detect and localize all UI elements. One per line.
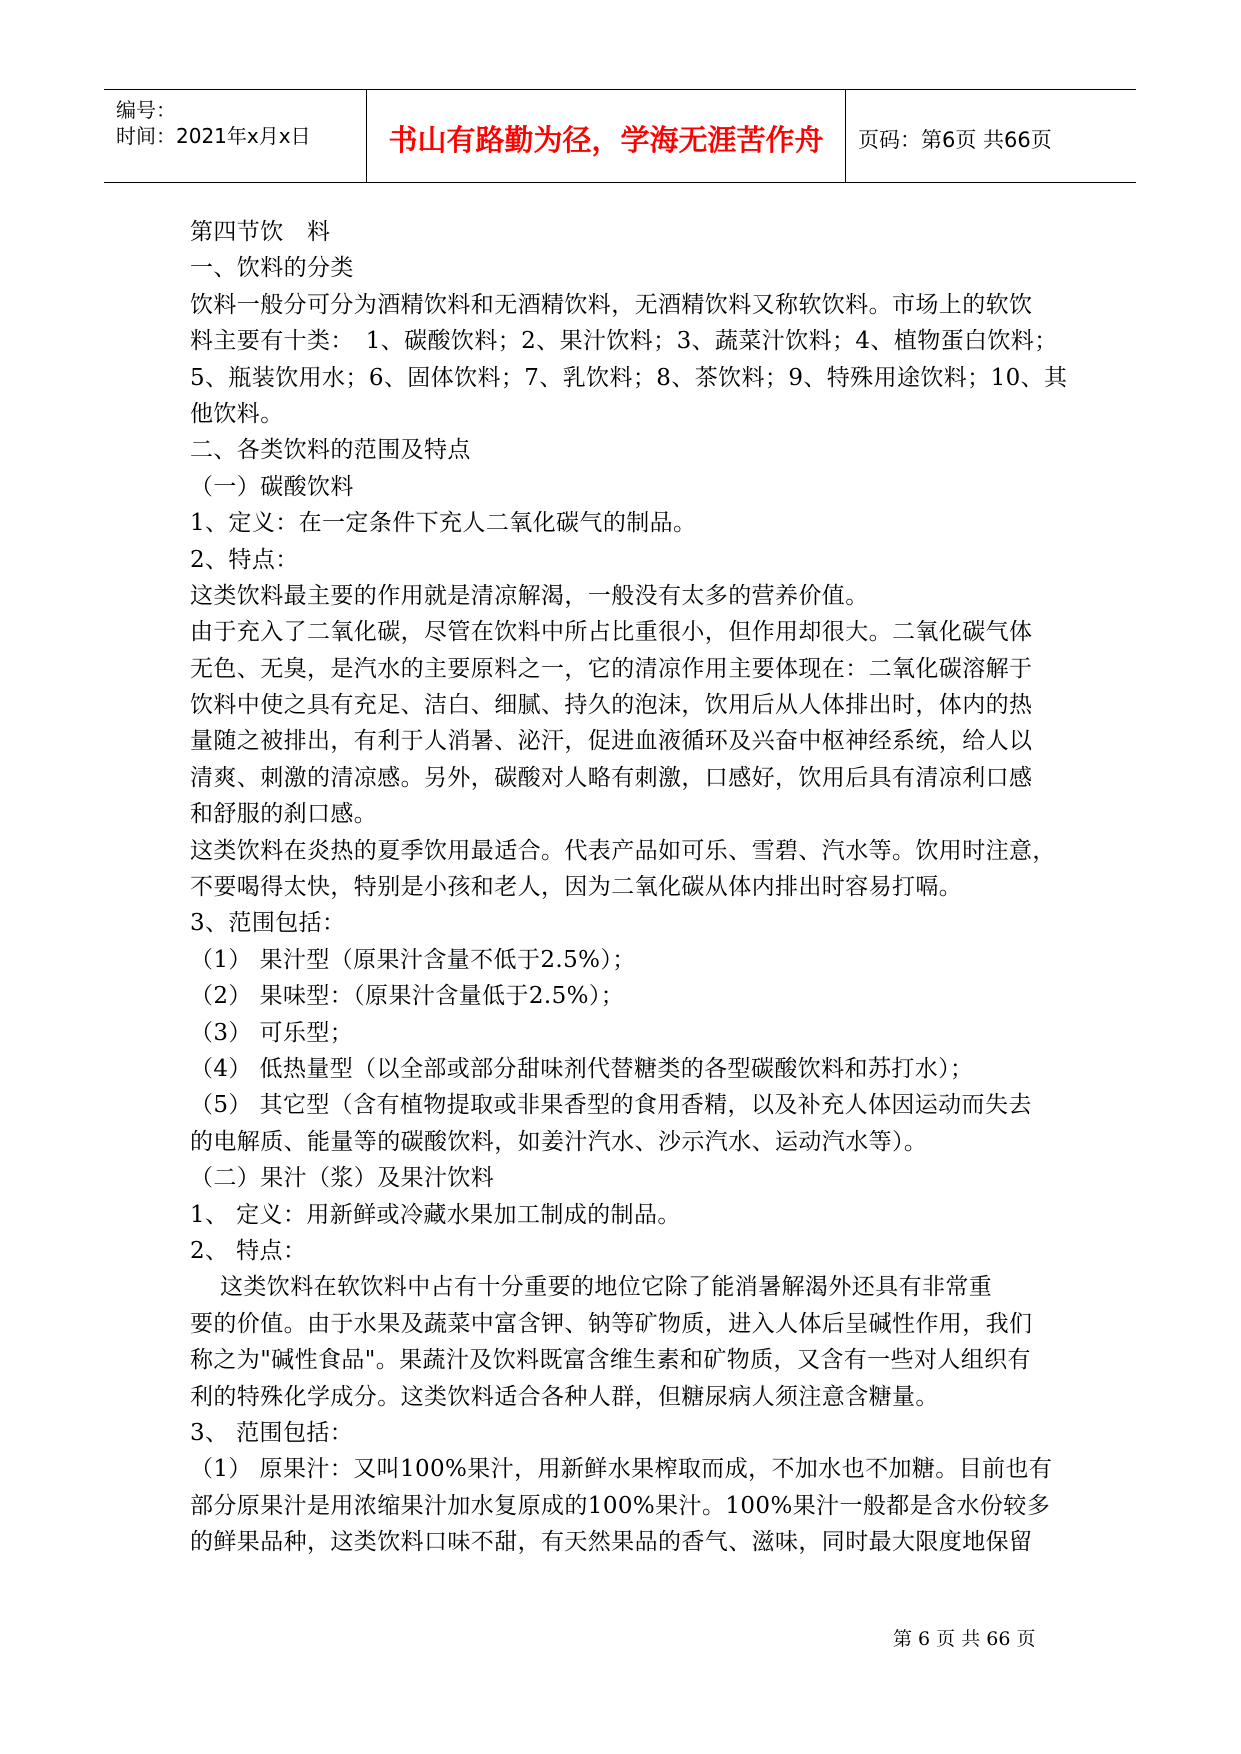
paragraph-line: 由于充入了二氧化碳，尽管在饮料中所占比重很小，但作用却很大。二氧化碳气体: [190, 619, 1033, 646]
subheading-juice: （二）果汁（浆）及果汁饮料: [190, 1165, 495, 1192]
paragraph-line: 利的特殊化学成分。这类饮料适合各种人群，但糖尿病人须注意含糖量。: [190, 1383, 939, 1410]
paragraph-line: 5、瓶装饮用水；6、固体饮料；7、乳饮料；8、茶饮料；9、特殊用途饮料；10、其: [190, 364, 1068, 391]
paragraph-line: 3、范围包括：: [190, 910, 346, 937]
list-item: （5） 其它型（含有植物提取或非果香型的食用香精，以及补充人体因运动而失去: [190, 1092, 1032, 1119]
paragraph-line: 称之为"碱性食品"。果蔬汁及饮料既富含维生素和矿物质，又含有一些对人组织有: [190, 1347, 1031, 1374]
list-item: （1） 果汁型（原果汁含量不低于2.5%）；: [190, 946, 636, 973]
page-footer: 第 6 页 共 66 页: [893, 1628, 1036, 1650]
paragraph-line: 饮料中使之具有充足、洁白、细腻、持久的泡沫，饮用后从人体排出时，体内的热: [190, 692, 1033, 719]
paragraph-line: 2、 特点：: [190, 1237, 307, 1264]
header-right-cell: [846, 90, 1136, 182]
list-item: （4） 低热量型（以全部或部分甜味剂代替糖类的各型碳酸饮料和苏打水）；: [190, 1055, 974, 1082]
paragraph-line: 清爽、刺激的清凉感。另外，碳酸对人略有刺激，口感好，饮用后具有清凉利口感: [190, 764, 1033, 791]
paragraph-line: 和舒服的刹口感。: [190, 801, 378, 828]
header-middle-cell: [367, 90, 846, 182]
header-motto: 书山有路勤为径，学海无涯苦作舟: [388, 123, 824, 157]
paragraph-line: 这类饮料在软饮料中占有十分重要的地位它除了能消暑解渴外还具有非常重: [220, 1274, 993, 1301]
paragraph-line: 部分原果汁是用浓缩果汁加水复原成的100%果汁。100%果汁一般都是含水份较多: [190, 1492, 1051, 1519]
header-left-cell: [104, 90, 367, 182]
paragraph-line: 2、特点：: [190, 546, 299, 573]
paragraph-line: 的鲜果品种，这类饮料口味不甜，有天然果品的香气、滋味，同时最大限度地保留: [190, 1529, 1033, 1556]
section-title: 第四节饮 料: [190, 219, 331, 245]
paragraph-line: 量随之被排出，有利于人消暑、泌汗，促进血液循环及兴奋中枢神经系统，给人以: [190, 728, 1033, 755]
paragraph-line: 的电解质、能量等的碳酸饮料，如姜汁汽水、沙示汽水、运动汽水等）。: [190, 1128, 928, 1155]
header-page-info: 页码：第6页 共66页: [858, 128, 1052, 152]
heading-classification: 一、饮料的分类: [190, 255, 354, 282]
paragraph-line: 不要喝得太快，特别是小孩和老人，因为二氧化碳从体内排出时容易打嗝。: [190, 874, 963, 901]
document-number-label: 编号：: [116, 98, 176, 122]
subheading-carbonated: （一）碳酸饮料: [190, 473, 354, 500]
page-header: [104, 89, 1136, 183]
list-item: （3） 可乐型；: [190, 1019, 354, 1046]
paragraph-line: 这类饮料在炎热的夏季饮用最适合。代表产品如可乐、雪碧、汽水等。饮用时注意，: [190, 837, 1056, 864]
paragraph-line: 饮料一般分可分为酒精饮料和无酒精饮料，无酒精饮料又称软饮料。市场上的软饮: [190, 291, 1033, 318]
paragraph-line: 1、 定义：用新鲜或冷藏水果加工制成的制品。: [190, 1201, 681, 1228]
paragraph-line: 他饮料。: [190, 400, 284, 427]
paragraph-line: 3、 范围包括：: [190, 1419, 354, 1446]
paragraph-line: 无色、无臭，是汽水的主要原料之一，它的清凉作用主要体现在：二氧化碳溶解于: [190, 655, 1033, 682]
paragraph-line: 要的价值。由于水果及蔬菜中富含钾、钠等矿物质，进入人体后呈碱性作用，我们: [190, 1310, 1033, 1337]
paragraph-line: 这类饮料最主要的作用就是清凉解渴，一般没有太多的营养价值。: [190, 582, 869, 609]
document-time-label: 时间：2021年x月x日: [116, 124, 311, 148]
list-item: （2） 果味型：（原果汁含量低于2.5%）；: [190, 983, 625, 1010]
paragraph-line: 1、定义：在一定条件下充人二氧化碳气的制品。: [190, 510, 697, 537]
list-item: （1） 原果汁：又叫100%果汁，用新鲜水果榨取而成，不加水也不加糖。目前也有: [190, 1456, 1053, 1483]
heading-scope-features: 二、各类饮料的范围及特点: [190, 437, 471, 464]
paragraph-line: 料主要有十类： 1、碳酸饮料；2、果汁饮料；3、蔬菜汁饮料；4、植物蛋白饮料；: [190, 328, 1058, 355]
document-body: [190, 214, 1090, 1560]
